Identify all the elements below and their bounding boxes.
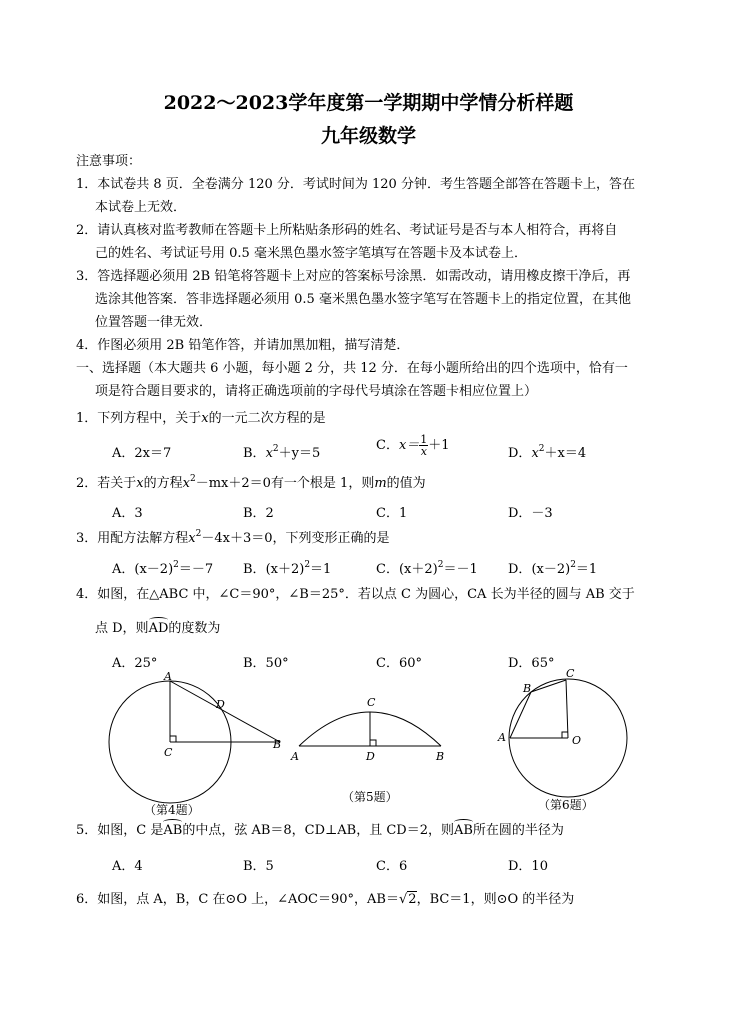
notice-item-1-line2: 本试卷上无效． xyxy=(95,200,187,215)
notice-item-3-line1: 3．答选择题必须用 2B 铅笔将答题卡上对应的答案标号涂黑．如需改动，请用橡皮擦干净后，再 xyxy=(76,269,631,284)
fig5-label-d: D xyxy=(366,750,375,763)
fig4-label-d: D xyxy=(216,698,225,711)
section-heading-line2: 项是符合题目要求的，请将正确选项前的字母代号填涂在答题卡相应位置上） xyxy=(95,384,538,399)
fig6-caption: （第6题） xyxy=(538,798,594,812)
fig5-label-c: C xyxy=(367,696,376,709)
figure-6 xyxy=(493,664,643,820)
notice-item-2-line1: 2．请认真核对监考教师在答题卡上所粘贴条形码的姓名、考试证号是否与本人相符合，再将自 xyxy=(76,223,618,238)
section-heading-line1: 一、选择题（本大题共 6 小题，每小题 2 分，共 12 分．在每小题所给出的四个选项中，恰有一 xyxy=(76,361,628,376)
notice-heading: 注意事项： xyxy=(76,154,142,169)
question-2-option-a: A．3 xyxy=(112,506,143,521)
question-5-option-b: B．5 xyxy=(243,859,274,874)
arc-ab-2: AB xyxy=(453,823,473,838)
question-4-option-a: A．25° xyxy=(112,656,158,671)
fig6-radius-oc xyxy=(566,680,568,738)
question-4-line2: 点 D，则AD的度数为 xyxy=(95,621,221,636)
fig6-right-angle xyxy=(562,732,568,738)
question-3-stem: 3．用配方法解方程$x^2-4x+3=0$，下列变形正确的是 xyxy=(76,529,390,546)
notice-item-3-line3: 位置答题一律无效． xyxy=(95,315,213,330)
fig4-label-c: C xyxy=(164,746,173,759)
fig4-label-a: A xyxy=(164,670,172,683)
fig5-right-angle xyxy=(370,740,376,746)
fig5-caption: （第5题） xyxy=(342,790,398,804)
question-3-option-d: D．$(x-2)^2=1$ xyxy=(508,560,598,577)
question-3-option-c: C．$(x+2)^2=-1$ xyxy=(376,560,478,577)
question-2-option-c: C．1 xyxy=(376,506,408,521)
fig4-right-angle xyxy=(170,736,176,742)
fig6-label-a: A xyxy=(498,731,506,744)
notice-item-3-line2: 选涂其他答案．答非选择题必须用 0.5 毫米黑色墨水签字笔写在答题卡上的指定位置，在其他 xyxy=(95,292,631,307)
question-2-option-d: D．－3 xyxy=(508,506,553,521)
question-4-option-b: B．50° xyxy=(243,656,289,671)
figure-4 xyxy=(100,668,300,818)
question-1-stem: 1．下列方程中，关于x的一元二次方程的是 xyxy=(76,411,326,426)
fig4-side-ab xyxy=(170,681,280,742)
question-4-option-d: D．65° xyxy=(508,656,555,671)
arc-ad: AD xyxy=(148,621,169,636)
question-5-option-c: C．6 xyxy=(376,859,408,874)
notice-item-2-line2: 己的姓名、考试证号用 0.5 毫米黑色墨水签字笔填写在答题卡及本试卷上． xyxy=(95,246,527,261)
question-4-option-c: C．60° xyxy=(376,656,422,671)
fig5-label-a: A xyxy=(291,750,299,763)
notice-item-4: 4．作图必须用 2B 铅笔作答，并请加黑加粗，描写清楚． xyxy=(76,338,410,353)
figure-5 xyxy=(285,690,460,810)
question-3-option-a: A．$(x-2)^2=-7$ xyxy=(112,560,214,577)
question-6-stem: 6．如图，点 A，B，C 在⊙O 上，∠AOC＝90°，AB＝√2，BC＝1，则⊙O 的半径为 xyxy=(76,892,575,907)
question-4-line1: 4．如图，在△ABC 中，∠C＝90°，∠B＝25°．若以点 C 为圆心，CA 长为半径的圆与 AB 交于 xyxy=(76,587,635,602)
notice-item-1-line1: 1．本试卷共 8 页．全卷满分 120 分．考试时间为 120 分钟．考生答题全部答在答题卡上，答在 xyxy=(76,177,635,192)
question-1-option-d: D．$x^2+x=4$ xyxy=(508,444,587,461)
arc-ab-1: AB xyxy=(163,823,183,838)
question-2-stem: 2．若关于x的方程$x^2-mx+2=0$有一个根是 1，则m的值为 xyxy=(76,474,426,491)
fig5-label-b: B xyxy=(436,750,445,763)
question-2-option-b: B．2 xyxy=(243,506,274,521)
question-3-option-b: B．$(x+2)^2=1$ xyxy=(243,560,332,577)
question-5-option-a: A．4 xyxy=(112,859,143,874)
question-1-option-b: B．$x^2+y=5$ xyxy=(243,444,321,461)
fig6-label-o: O xyxy=(572,734,582,747)
question-1-option-a: A．2x＝7 xyxy=(112,446,172,461)
question-5-option-d: D．10 xyxy=(508,859,548,874)
fig4-label-b: B xyxy=(273,738,282,751)
fig6-label-c: C xyxy=(566,667,575,680)
question-1-option-c: C．x＝ $\frac{1}{x}$ ＋1 xyxy=(376,433,450,458)
question-5-stem: 5．如图，C 是AB的中点，弦 AB＝8，CD⊥AB，且 CD＝2，则AB所在圆的半径为 xyxy=(76,823,564,838)
fig4-caption: （第4题） xyxy=(144,803,200,817)
fig6-label-b: B xyxy=(523,682,532,695)
page-title: 2022～2023学年度第一学期期中学情分析样题 xyxy=(163,92,574,114)
page-subtitle: 九年级数学 xyxy=(320,125,416,147)
